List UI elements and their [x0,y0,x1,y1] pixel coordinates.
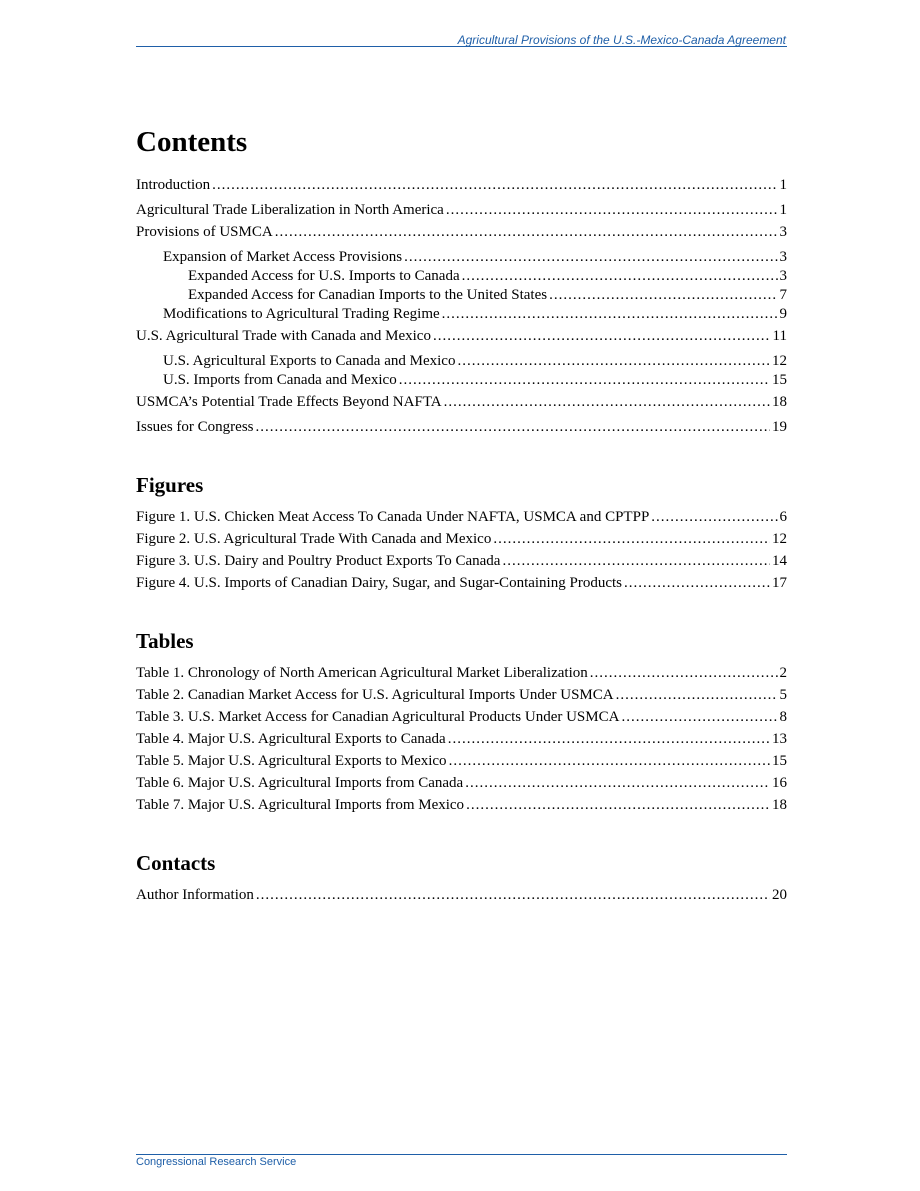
toc-entry-page: 16 [772,775,787,791]
toc-entry-page: 12 [772,353,787,369]
toc-entry-trade-liberalization[interactable] [136,201,787,220]
toc-entry-page: 5 [779,687,787,703]
dot-leader [466,796,770,815]
toc-entry-title: Expansion of Market Access Provisions [163,249,403,265]
dot-leader [449,752,770,771]
contacts-heading: Contacts [136,851,216,875]
toc-entry-title: Table 3. U.S. Market Access for Canadian Agricultural Products Under USMCA [136,709,620,725]
toc-entry-title: Figure 1. U.S. Chicken Meat Access To Canada Under NAFTA, USMCA and CPTPP [136,509,650,525]
dot-leader [399,371,770,390]
toc-entry-page: 9 [779,306,787,322]
toc-entry-title: Table 1. Chronology of North American Agricultural Market Liberalization [136,665,588,681]
toc-entry-us-exports[interactable] [136,352,787,371]
contents-heading: Contents [136,126,248,158]
dot-leader [444,393,770,412]
header-rule [136,46,787,47]
dot-leader [590,664,778,683]
toc-entry-page: 13 [772,731,787,747]
toc-entry-page: 20 [772,887,787,903]
dot-leader [502,552,770,571]
dot-leader [448,730,770,749]
dot-leader [404,248,777,267]
table-of-contents [136,124,787,905]
toc-entry-title: Author Information [136,887,254,903]
toc-entry-title: USMCA’s Potential Trade Effects Beyond NAFTA [136,394,442,410]
toc-entry-title: U.S. Agricultural Trade with Canada and Mexico [136,328,431,344]
toc-entry-title: Agricultural Trade Liberalization in North America [136,202,444,218]
toc-entry-title: Expanded Access for Canadian Imports to the United States [188,287,548,303]
toc-entry-provisions[interactable] [136,223,787,242]
toc-entry-page: 19 [772,419,787,435]
toc-entry-title: Table 2. Canadian Market Access for U.S. Agricultural Imports Under USMCA [136,687,614,703]
toc-entry-title: Table 7. Major U.S. Agricultural Imports from Mexico [136,797,465,813]
toc-entry-page: 12 [772,531,787,547]
toc-entry-page: 17 [772,575,787,591]
toc-entry-title: Figure 4. U.S. Imports of Canadian Dairy, Sugar, and Sugar-Containing Products [136,575,622,591]
figures-heading: Figures [136,473,204,497]
dot-leader [256,886,770,905]
dot-leader [256,418,771,437]
toc-entry-page: 8 [779,709,787,725]
dot-leader [433,327,771,346]
toc-entry-figure-2[interactable] [136,530,787,549]
footer-rule [136,1154,787,1155]
toc-entry-page: 3 [779,268,787,284]
dot-leader [465,774,770,793]
toc-entry-table-3[interactable] [136,708,787,727]
toc-entry-page: 11 [772,328,787,344]
dot-leader [621,708,777,727]
toc-entry-page: 18 [772,797,787,813]
toc-entry-page: 3 [779,224,787,240]
toc-entry-table-5[interactable] [136,752,787,771]
toc-entry-title: Figure 2. U.S. Agricultural Trade With Canada and Mexico [136,531,492,547]
dot-leader [493,530,770,549]
toc-entry-title: Figure 3. U.S. Dairy and Poultry Product Exports To Canada [136,553,501,569]
toc-entry-table-1[interactable] [136,664,787,683]
dot-leader [442,305,778,324]
toc-entry-issues[interactable] [136,418,787,437]
dot-leader [624,574,770,593]
toc-entry-us-imports[interactable] [136,371,787,390]
dot-leader [651,508,777,527]
dot-leader [462,267,778,286]
footer-publisher: Congressional Research Service [136,1156,297,1168]
toc-entry-page: 7 [779,287,787,303]
toc-entry-table-7[interactable] [136,796,787,815]
toc-entry-title: Expanded Access for U.S. Imports to Canada [188,268,460,284]
dot-leader [457,352,770,371]
toc-entry-page: 15 [772,372,787,388]
toc-entry-page: 18 [772,394,787,410]
toc-entry-page: 14 [772,553,787,569]
toc-entry-page: 1 [779,177,787,193]
toc-entry-table-2[interactable] [136,686,787,705]
toc-entry-title: Modifications to Agricultural Trading Regime [163,306,440,322]
toc-entry-author-information[interactable] [136,886,787,905]
toc-entry-figure-1[interactable] [136,508,787,527]
toc-entry-page: 3 [779,249,787,265]
dot-leader [275,223,778,242]
dot-leader [212,176,777,195]
toc-entry-modifications[interactable] [136,305,787,324]
toc-entry-title: Provisions of USMCA [136,224,273,240]
toc-entry-title: Issues for Congress [136,419,254,435]
toc-entry-table-4[interactable] [136,730,787,749]
toc-entry-title: Table 4. Major U.S. Agricultural Exports to Canada [136,731,446,747]
dot-leader [446,201,778,220]
toc-entry-access-canada[interactable] [136,267,787,286]
toc-entry-potential-effects[interactable] [136,393,787,412]
dot-leader [549,286,777,305]
tables-heading: Tables [136,629,194,653]
dot-leader [616,686,778,705]
toc-entry-title: Introduction [136,177,211,193]
toc-entry-title: U.S. Imports from Canada and Mexico [163,372,397,388]
toc-entry-title: Table 5. Major U.S. Agricultural Exports to Mexico [136,753,447,769]
toc-entry-market-access[interactable] [136,248,787,267]
toc-entry-us-trade[interactable] [136,327,787,346]
toc-entry-page: 1 [779,202,787,218]
toc-entry-page: 15 [772,753,787,769]
toc-entry-introduction[interactable] [136,176,787,195]
toc-entry-figure-3[interactable] [136,552,787,571]
toc-entry-figure-4[interactable] [136,574,787,593]
toc-entry-title: U.S. Agricultural Exports to Canada and Mexico [163,353,456,369]
toc-entry-access-us[interactable] [136,286,787,305]
toc-entry-page: 2 [779,665,787,681]
running-header-title: Agricultural Provisions of the U.S.-Mexico-Canada Agreement [457,33,786,47]
toc-entry-page: 6 [779,509,787,525]
toc-entry-table-6[interactable] [136,774,787,793]
toc-entry-title: Table 6. Major U.S. Agricultural Imports from Canada [136,775,464,791]
